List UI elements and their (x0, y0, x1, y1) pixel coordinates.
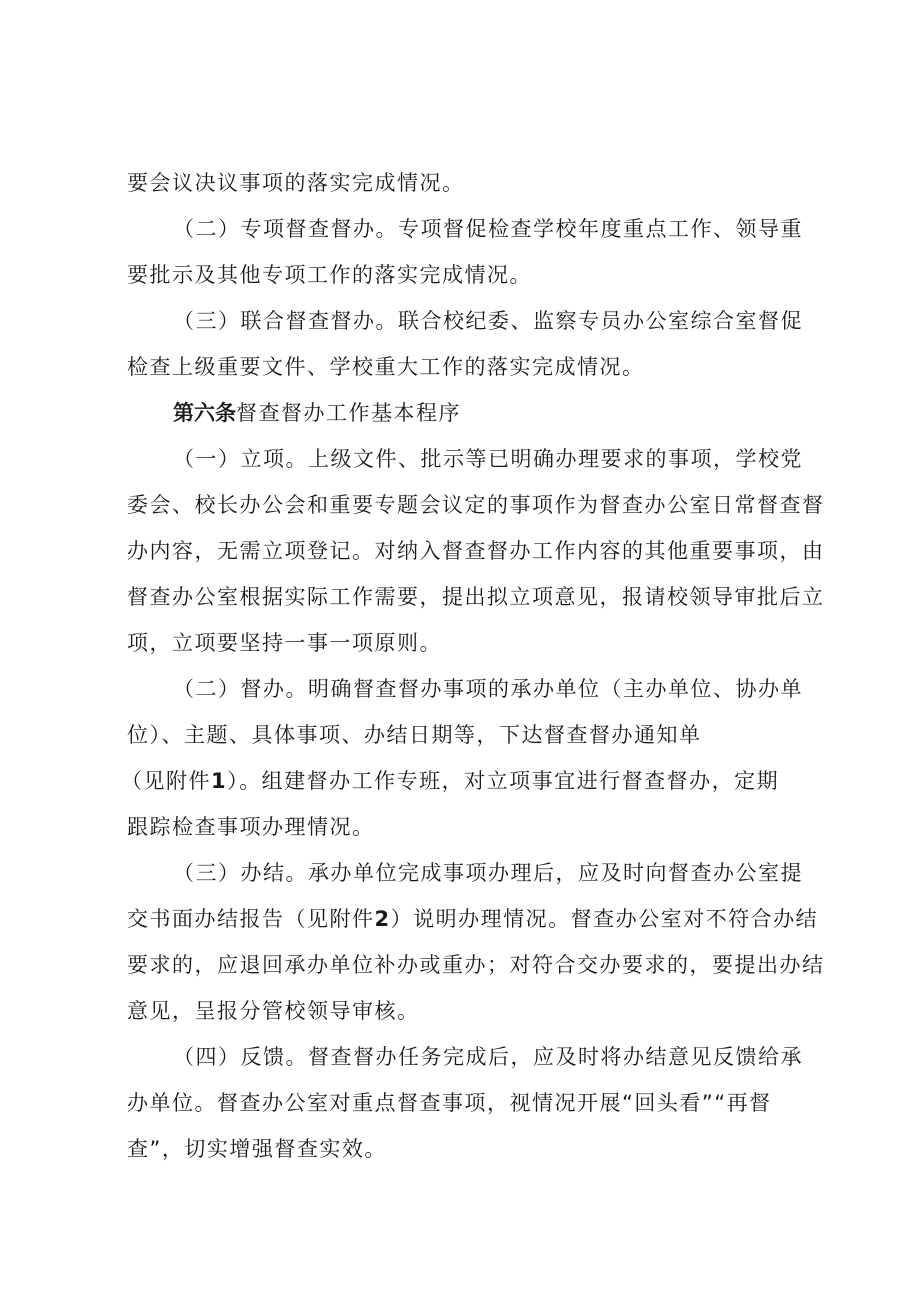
document-body (121, 160, 825, 1172)
text-line: 要会议决议事项的落实完成情况。 (127, 171, 465, 195)
text-line: 督查办公室根据实际工作需要，提出拟立项意见，报请校领导审批后立 (127, 585, 825, 609)
text-line: 委会、校长办公会和重要专题会议定的事项作为督查办公室日常督查督 (127, 493, 825, 517)
attachment-number: 1 (211, 769, 228, 793)
text-line: （三）联合督查督办。联合校纪委、监察专员办公室综合室督促 (173, 309, 803, 333)
text-line: 项，立项要坚持一事一项原则。 (127, 631, 442, 655)
text-line: 检查上级重要文件、学校重大工作的落实完成情况。 (127, 355, 645, 379)
paragraph-item-1 (127, 436, 825, 666)
text-line: 跟踪检查事项办理情况。 (127, 815, 375, 839)
text-line: 办内容，无需立项登记。对纳入督查督办工作内容的其他重要事项，由 (127, 539, 825, 563)
text-line: 办单位。督查办公室对重点督查事项，视情况开展“回头看”“再督 (127, 1091, 772, 1115)
text-line: 要求的，应退回承办单位补办或重办；对符合交办要求的，要提出办结 (127, 953, 825, 977)
text-line: 意见，呈报分管校领导审核。 (127, 999, 420, 1023)
text-line: （二）专项督查督办。专项督促检查学校年度重点工作、领导重 (173, 217, 803, 241)
text-line: （二）督办。明确督查督办事项的承办单位（主办单位、协办单 (173, 677, 803, 701)
text-line: 查”，切实增强督查实效。 (127, 1137, 387, 1161)
article-label: 第六条 (173, 401, 236, 425)
text-fragment: （见附件 (121, 769, 211, 793)
text-line: 要批示及其他专项工作的落实完成情况。 (127, 263, 532, 287)
paragraph-item-3 (127, 850, 825, 1034)
text-line (121, 758, 799, 804)
attachment-number: 2 (374, 907, 391, 931)
article-heading (127, 390, 799, 436)
text-line: （三）办结。承办单位完成事项办理后，应及时向督查办公室提 (173, 861, 803, 885)
text-line: （四）反馈。督查督办任务完成后，应及时将办结意见反馈给承 (173, 1045, 803, 1069)
text-line: 位）、主题、具体事项、办结日期等，下达督查督办通知单 (127, 723, 702, 747)
text-fragment: 交书面办结报告（见附件 (127, 907, 375, 931)
paragraph-item-2 (121, 666, 803, 850)
article-title: 督查督办工作基本程序 (236, 401, 461, 425)
text-line (127, 896, 819, 942)
text-fragment: ）说明办理情况。督查办公室对不符合办结 (390, 907, 819, 931)
text-line: （一）立项。上级文件、批示等已明确办理要求的事项，学校党 (173, 447, 803, 471)
paragraph-prior-items (127, 160, 803, 390)
paragraph-item-4 (127, 1034, 803, 1172)
text-fragment: ）。组建督办工作专班，对立项事宜进行督查督办，定期 (227, 769, 780, 793)
